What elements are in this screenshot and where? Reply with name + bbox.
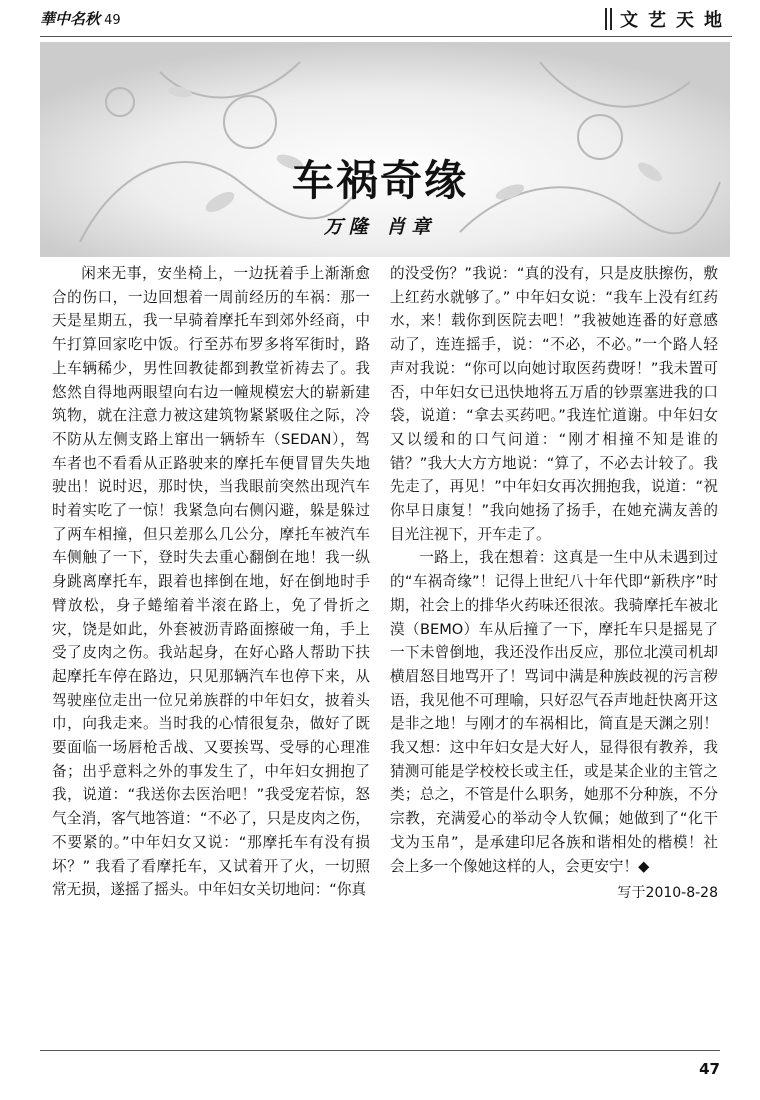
article-paragraph: 一路上，我在想着：这真是一生中从未遇到过的“车祸奇缘”！记得上世纪八十年代即“新秩序”时期，社会上的排华火药味还很浓。我骑摩托车被北漠（BEMO）车从后撞了一下，摩托车只是摇晃了一下未曾倒地，我还没作出反应，那位北漠司机却横眉怒目地骂开了！骂词中满是种族歧视的污言秽语，我见他不可理喻，只好忍气吞声地赶快离开这是非之地！与刚才的车祸相比，简直是天渊之别！我又想：这中年妇女是大好人，显得很有教养，我猜测可能是学校校长或主任，或是某企业的主管之类；总之，不管是什么职务，她那不分种族，不分宗教，充满爱心的举动令人钦佩；她做到了“化干戈为玉帛”，是承建印尼各族和谐相处的楷模！社会上多一个像她这样的人，会更安宁！◆ xyxy=(390,549,718,875)
section-bars-icon xyxy=(605,8,612,30)
article-title: 车祸奇缘 xyxy=(291,156,468,205)
magazine-page-number: 49 xyxy=(104,13,121,28)
article-column-right xyxy=(390,262,718,906)
article-paragraph-continued: 的没受伤？”我说：“真的没有，只是皮肤擦伤，敷上红药水就够了。” 中年妇女说：“我车上没有红药水，来！载你到医院去吧！”我被她连番的好意感动了，连连摇手，说：“不必，不必。”一个路人轻声对我说：“你可以向她讨取医药费呀！”我未置可否，中年妇女已迅快地将五万盾的钞票塞进我的口袋，说道：“拿去买药吧。”我连忙道谢。中年妇女又以缓和的口气问道：“刚才相撞不知是谁的错？”我大大方方地说：“算了，不必去计较了。我先走了，再见！”中年妇女再次拥抱我，说道：“祝你早日康复！”我向她扬了扬手，在她充满友善的目光注视下，开车走了。 xyxy=(390,265,718,543)
section-header xyxy=(605,6,732,32)
page-number: 47 xyxy=(699,1060,720,1078)
article-column-left xyxy=(52,262,370,902)
magazine-name: 華中名秋 xyxy=(40,10,101,28)
magazine-masthead xyxy=(40,8,121,29)
section-title: 文艺天地 xyxy=(620,10,732,31)
header-divider xyxy=(40,36,732,37)
footer-divider xyxy=(40,1050,720,1051)
article-date-signature: 写于2010-8-28 xyxy=(617,885,718,902)
article-paragraph: 闲来无事，安坐椅上，一边抚着手上渐渐愈合的伤口，一边回想着一周前经历的车祸：那一天是星期五，我一早骑着摩托车到郊外经商，中午打算回家吃中饭。行至苏布罗多将军街时，路上车辆稀少，男性回教徒都到教堂祈祷去了。我悠然自得地两眼望向右边一幢规模宏大的崭新建筑物，就在注意力被这建筑物紧紧吸住之际，冷不防从左侧支路上窜出一辆轿车（SEDAN），驾车者也不看看从正路驶来的摩托车便冒冒失失地驶出！说时迟，那时快，当我眼前突然出现汽车时着实吃了一惊！我紧急向右侧闪避，躲是躲过了两车相撞，但只差那么几公分，摩托车被汽车车侧触了一下，登时失去重心翻倒在地！我一纵身跳离摩托车，跟着也摔倒在地，好在倒地时手臂放松，身子蜷缩着半滚在路上，免了骨折之灾，饶是如此，外套被沥青路面擦破一角，手上受了皮肉之伤。我站起身，在好心路人帮助下扶起摩托车停在路边，只见那辆汽车也停下来，从驾驶座位走出一位兄弟族群的中年妇女，披着头巾，向我走来。当时我的心情很复杂，做好了既要面临一场唇枪舌战、又要挨骂、受辱的心理准备；出乎意料之外的事发生了，中年妇女拥抱了我，说道：“我送你去医治吧！”我受宠若惊，怒气全消，客气地答道：“不必了，只是皮肉之伤，不要紧的。”中年妇女又说：“那摩托车有没有损坏？” 我看了看摩托车，又试着开了火，一切照常无损，遂摇了摇头。中年妇女关切地问：“你真 xyxy=(52,265,370,899)
article-authors: 万隆 肖章 xyxy=(323,216,437,238)
